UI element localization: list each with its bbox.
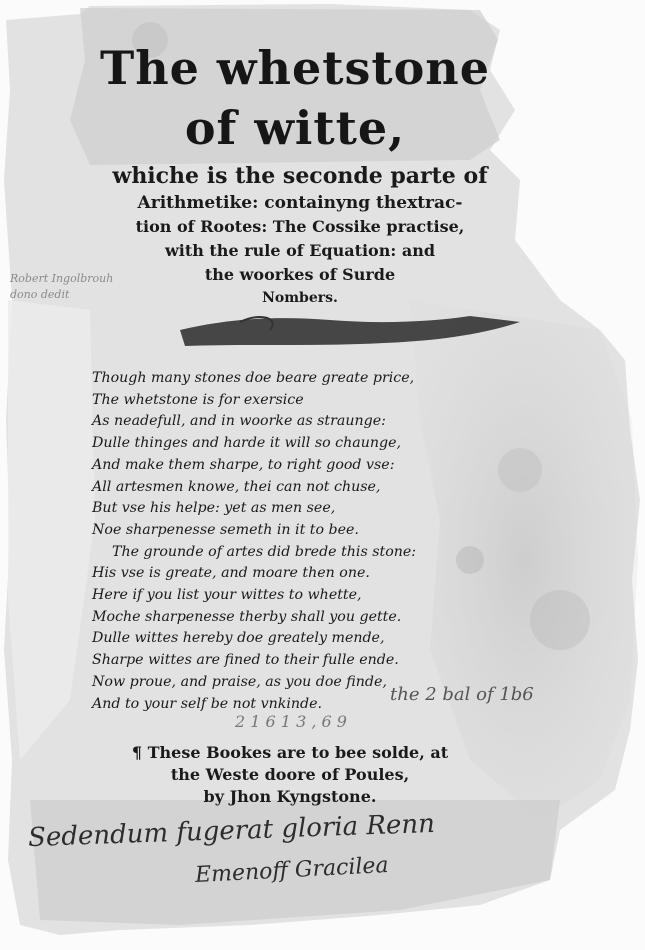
signature-line-1: Sedendum fugerat gloria Renn	[27, 808, 436, 854]
margin-note-line-2: dono dedit	[10, 288, 70, 301]
poem-line: Now proue, and praise, as you doe finde,	[92, 673, 387, 690]
poem-line: The whetstone is for exersice	[92, 391, 304, 408]
title-line-2: of witte,	[184, 101, 406, 155]
poem-line: But vse his helpe: yet as men see,	[92, 500, 336, 517]
poem-line: And to your self be not vnkinde.	[92, 695, 322, 712]
margin-note-line-1: Robert Ingolbrouh	[10, 272, 114, 285]
subtitle-line-5: the woorkes of Surde	[204, 265, 396, 284]
poem-line: Though many stones doe beare greate price,	[92, 370, 415, 386]
poem-line: Dulle wittes hereby doe greately mende,	[92, 630, 385, 647]
handwritten-note-2: 2 1 6 1 3 , 6 9	[235, 712, 347, 731]
poem-line: Here if you list your wittes to whette,	[92, 587, 362, 604]
poem-line: Dulle thinges and harde it will so chaunge,	[92, 435, 401, 452]
subtitle-line-6: Nombers.	[262, 290, 338, 306]
poem-line: And make them sharpe, to right good vse:	[92, 456, 395, 473]
poem-line: Sharpe wittes are fined to their fulle ende.	[92, 652, 399, 669]
imprint-line-2: the Weste doore of Poules,	[170, 765, 410, 784]
poem-line: All artesmen knowe, thei can not chuse,	[92, 478, 381, 495]
subtitle-line-2: Arithmetike: containyng thextrac-	[137, 193, 463, 213]
title-line-1: The whetstone	[99, 41, 491, 95]
poem-line: Noe sharpenesse semeth in it to bee.	[92, 521, 359, 538]
poem-line: As neadefull, and in woorke as straunge:	[92, 413, 386, 430]
subtitle-line-4: with the rule of Equation: and	[164, 241, 436, 260]
poem-line: Moche sharpenesse therby shall you gette.	[92, 608, 402, 625]
imprint-line-1	[110, 742, 470, 764]
imprint-line-1-text: These Bookes are to bee solde, at	[147, 743, 449, 762]
subtitle-line-3: tion of Rootes: The Cossike practise,	[135, 217, 465, 236]
poem	[92, 368, 472, 715]
imprint-line-3: by Jhon Kyngstone.	[203, 787, 377, 806]
handwritten-note-1: the 2 bal of 1b6	[390, 684, 534, 705]
pilcrow-icon: ¶	[131, 743, 143, 762]
subtitle-line-1: whiche is the seconde parte of	[112, 163, 488, 189]
poem-line: The grounde of artes did brede this stone:	[112, 543, 417, 560]
signature-line-2: Emenoff Gracilea	[194, 852, 390, 889]
poem-line: His vse is greate, and moare then one.	[92, 565, 370, 582]
